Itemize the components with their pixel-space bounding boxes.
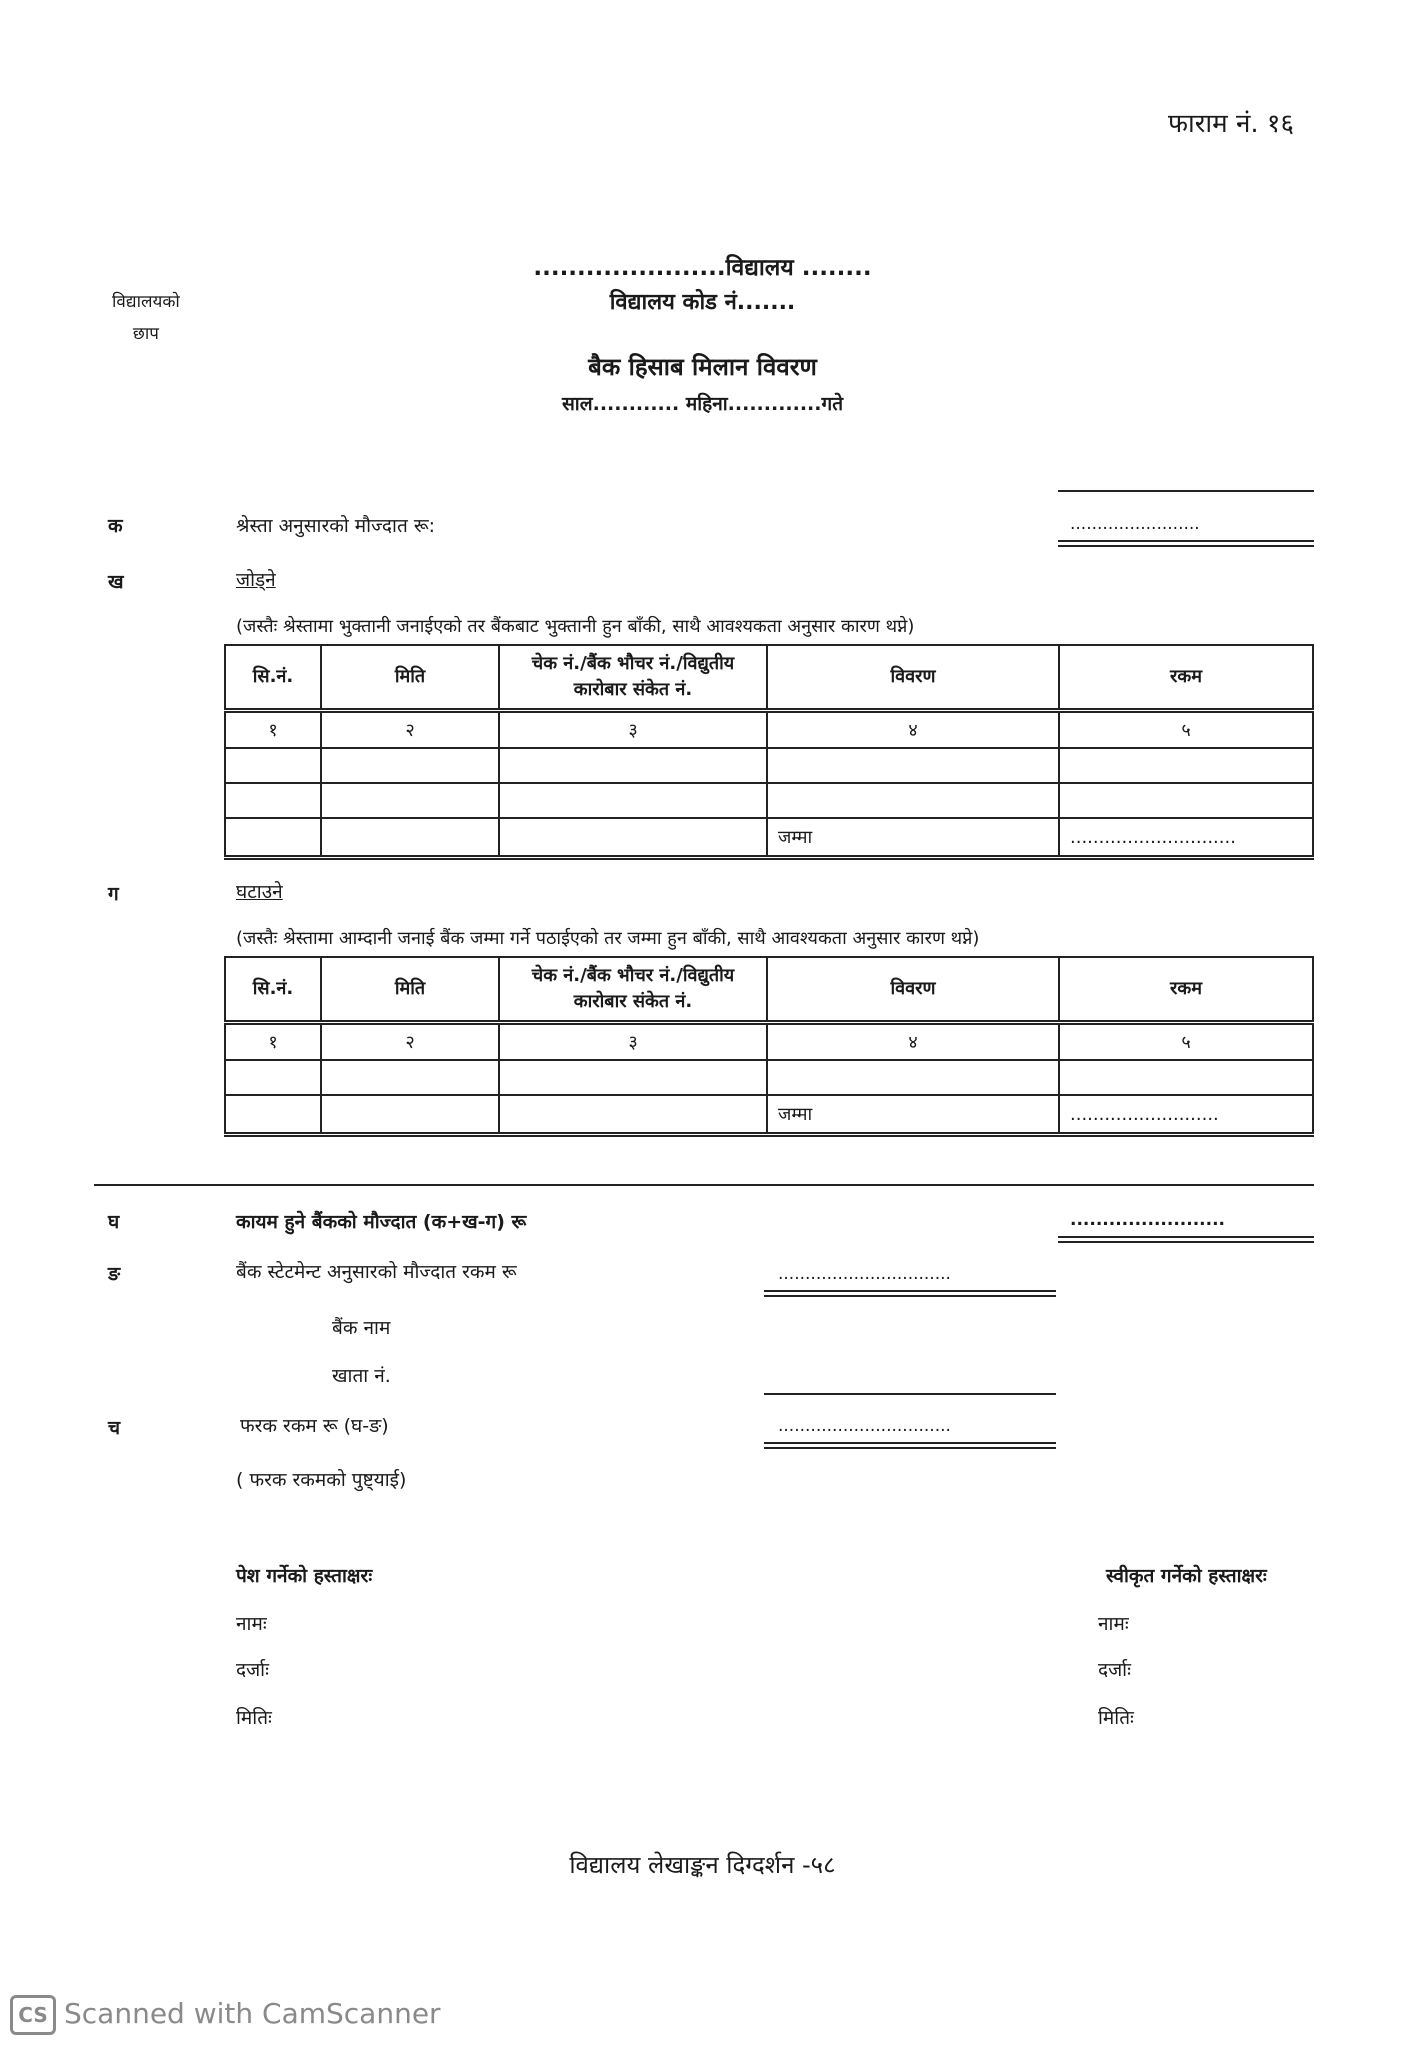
blank-cell[interactable] xyxy=(1059,783,1313,818)
ga-table xyxy=(224,956,1314,1137)
page-title: बैक हिसाब मिलान विवरण xyxy=(588,353,817,381)
cha-note: ( फरक रकमको पुष्ट्याई) xyxy=(236,1469,407,1491)
blank-cell[interactable] xyxy=(767,783,1059,818)
period-line: साल............ महिना.............गते xyxy=(561,393,844,415)
blank-cell[interactable] xyxy=(767,1060,1059,1095)
ka-letter: क xyxy=(108,515,123,537)
num-cell: ५ xyxy=(1059,1023,1313,1061)
bank-name-label: बैंक नाम xyxy=(332,1317,391,1339)
ga-number-row xyxy=(225,1023,1313,1061)
col-description: विवरण xyxy=(767,957,1059,1023)
kha-label: जोड्ने xyxy=(236,569,276,591)
col-date: मिति xyxy=(321,957,499,1023)
blank-cell[interactable] xyxy=(321,1060,499,1095)
blank-cell[interactable] xyxy=(321,783,499,818)
ga-total-row xyxy=(225,1095,1313,1135)
nga-double-rule xyxy=(764,1290,1056,1297)
blank-cell[interactable] xyxy=(321,748,499,783)
ka-value: ........................ xyxy=(1070,514,1200,534)
col-amount: रकम xyxy=(1059,957,1313,1023)
approver-title: स्वीकृत गर्नेको हस्ताक्षरः xyxy=(1106,1565,1267,1587)
num-cell: २ xyxy=(321,1023,499,1061)
ga-label: घटाउने xyxy=(236,881,283,903)
kha-number-row xyxy=(225,711,1313,749)
account-rule xyxy=(764,1393,1056,1395)
blank-cell[interactable] xyxy=(225,818,321,858)
cha-double-rule xyxy=(764,1442,1056,1449)
total-value: ............................. xyxy=(1059,818,1313,858)
num-cell: १ xyxy=(225,711,321,749)
blank-cell[interactable] xyxy=(499,748,767,783)
col-cheque: चेक नं./बैंक भौचर नं./विद्युतीय कारोबार संकेत नं. xyxy=(499,957,767,1023)
blank-cell[interactable] xyxy=(321,1095,499,1135)
gha-value: ........................ xyxy=(1070,1210,1225,1230)
kha-table xyxy=(224,644,1314,860)
blank-cell[interactable] xyxy=(1059,748,1313,783)
num-cell: ३ xyxy=(499,711,767,749)
blank-cell[interactable] xyxy=(225,783,321,818)
table-row xyxy=(225,783,1313,818)
ga-note: (जस्तैः श्रेस्तामा आम्दानी जनाई बैंक जम्मा गर्ने पठाईएको तर जम्मा हुन बाँकी, साथै आवश्यकता अनुसार कारण थप्ने) xyxy=(236,928,980,949)
num-cell: २ xyxy=(321,711,499,749)
kha-note: (जस्तैः श्रेस्तामा भुक्तानी जनाईएको तर बैंकबाट भुक्तानी हुन बाँकी, साथै आवश्यकता अनुसार कारण थप्ने) xyxy=(236,616,915,637)
blank-cell[interactable] xyxy=(321,818,499,858)
approver-date: मितिः xyxy=(1098,1707,1134,1729)
blank-cell[interactable] xyxy=(499,818,767,858)
total-value: .......................... xyxy=(1059,1095,1313,1135)
approver-post: दर्जाः xyxy=(1098,1659,1131,1681)
col-serial: सि.नं. xyxy=(225,645,321,711)
ga-letter: ग xyxy=(108,883,119,905)
gha-double-rule xyxy=(1058,1236,1314,1243)
cha-label: फरक रकम रू (घ-ङ) xyxy=(240,1415,389,1437)
kha-total-row xyxy=(225,818,1313,858)
camscanner-watermark xyxy=(10,1995,441,2035)
account-no-label: खाता नं. xyxy=(332,1365,391,1387)
col-description: विवरण xyxy=(767,645,1059,711)
col-amount: रकम xyxy=(1059,645,1313,711)
gha-top-rule xyxy=(94,1184,1314,1186)
nga-value: ................................ xyxy=(778,1264,951,1284)
gha-letter: घ xyxy=(108,1211,120,1233)
submitter-name: नामः xyxy=(236,1613,267,1635)
cha-letter: च xyxy=(108,1417,121,1439)
ga-header-row xyxy=(225,957,1313,1023)
total-label: जम्मा xyxy=(767,1095,1059,1135)
total-label: जम्मा xyxy=(767,818,1059,858)
stamp-line-2: छाप xyxy=(132,324,159,344)
nga-label: बैंक स्टेटमेन्ट अनुसारको मौज्दात रकम रू xyxy=(236,1261,517,1283)
kha-header-row xyxy=(225,645,1313,711)
nga-letter: ङ xyxy=(108,1263,121,1285)
blank-cell[interactable] xyxy=(1059,1060,1313,1095)
col-date: मिति xyxy=(321,645,499,711)
page-footer: विद्यालय लेखाङ्कन दिग्दर्शन -५८ xyxy=(569,1851,836,1879)
submitter-title: पेश गर्नेको हस्ताक्षरः xyxy=(236,1565,373,1587)
gha-label: कायम हुने बैंकको मौज्दात (क+ख-ग) रू xyxy=(236,1211,527,1233)
school-name-line: ......................विद्यालय ........ xyxy=(533,255,872,281)
approver-name: नामः xyxy=(1098,1613,1129,1635)
cha-value: ................................ xyxy=(778,1416,951,1436)
form-number: फाराम नं. १६ xyxy=(1168,109,1294,139)
blank-cell[interactable] xyxy=(767,748,1059,783)
camscanner-logo-icon: CS xyxy=(10,1995,56,2035)
table-row xyxy=(225,748,1313,783)
submitter-post: दर्जाः xyxy=(236,1659,269,1681)
blank-cell[interactable] xyxy=(499,1060,767,1095)
kha-letter: ख xyxy=(108,571,124,593)
blank-cell[interactable] xyxy=(225,1060,321,1095)
blank-cell[interactable] xyxy=(499,783,767,818)
submitter-date: मितिः xyxy=(236,1707,272,1729)
num-cell: १ xyxy=(225,1023,321,1061)
num-cell: ४ xyxy=(767,711,1059,749)
ka-double-rule xyxy=(1058,540,1314,547)
ka-label: श्रेस्ता अनुसारको मौज्दात रू: xyxy=(236,515,435,537)
blank-cell[interactable] xyxy=(225,748,321,783)
table-row xyxy=(225,1060,1313,1095)
num-cell: ५ xyxy=(1059,711,1313,749)
col-serial: सि.नं. xyxy=(225,957,321,1023)
blank-cell[interactable] xyxy=(499,1095,767,1135)
stamp-line-1: विद्यालयको xyxy=(112,292,180,312)
col-cheque: चेक नं./बैंक भौचर नं./विद्युतीय कारोबार संकेत नं. xyxy=(499,645,767,711)
watermark-text: Scanned with CamScanner xyxy=(64,1997,441,2030)
num-cell: ३ xyxy=(499,1023,767,1061)
blank-cell[interactable] xyxy=(225,1095,321,1135)
ka-top-rule xyxy=(1058,490,1314,492)
school-code-line: विद्यालय कोड नं....... xyxy=(609,290,796,315)
num-cell: ४ xyxy=(767,1023,1059,1061)
